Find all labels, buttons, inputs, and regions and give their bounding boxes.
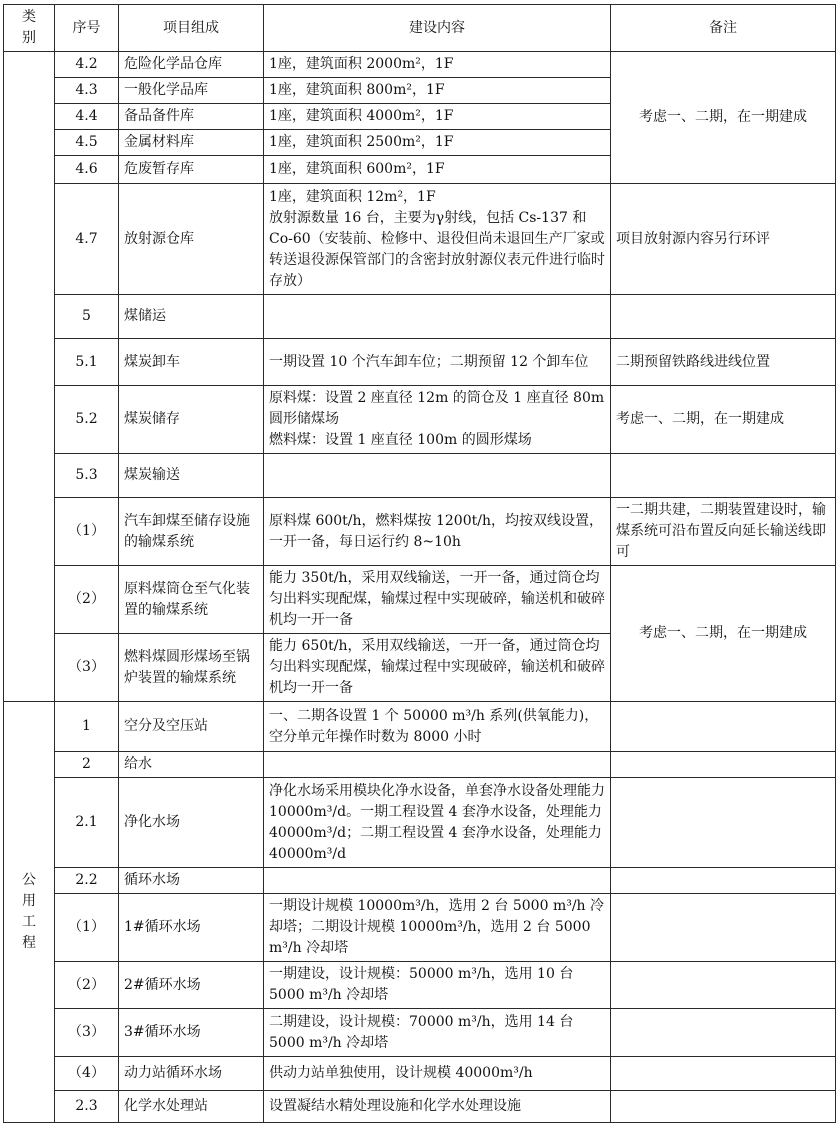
table-row bbox=[4, 498, 836, 566]
table-row bbox=[4, 868, 836, 894]
table-row bbox=[4, 184, 836, 295]
row-item: 净化水场 bbox=[119, 778, 264, 868]
row-seq: 4.3 bbox=[55, 78, 119, 104]
table-row bbox=[4, 52, 836, 78]
row-seq: 4.5 bbox=[55, 130, 119, 156]
row-seq: （3） bbox=[55, 634, 119, 702]
row-remark bbox=[611, 1091, 836, 1123]
table-row bbox=[4, 295, 836, 339]
row-item: 煤炭卸车 bbox=[119, 339, 264, 386]
row-remark: 考虑一、二期，在一期建成 bbox=[611, 386, 836, 454]
table-row bbox=[4, 1009, 836, 1057]
row-seq: （2） bbox=[55, 962, 119, 1009]
row-content: 原料煤：设置 2 座直径 12m 的筒仓及 1 座直径 80m 圆形储煤场 燃料煤：设置 1 座直径 100m 的圆形煤场 bbox=[264, 386, 611, 454]
row-content: 净化水场采用模块化净水设备，单套净水设备处理能力 10000m³/d。一期工程设置 4 套净水设备，处理能力 40000m³/d；二期工程设置 4 套净水设备，处理能力 40000m³/d bbox=[264, 778, 611, 868]
row-item: 危险化学品仓库 bbox=[119, 52, 264, 78]
table-row bbox=[4, 962, 836, 1009]
row-content: 设置凝结水精处理设施和化学水处理设施 bbox=[264, 1091, 611, 1123]
row-content: 一、二期各设置 1 个 50000 m³/h 系列(供氧能力)，空分单元年操作时数为 8000 小时 bbox=[264, 702, 611, 752]
row-seq: 5.2 bbox=[55, 386, 119, 454]
category-char: 用 bbox=[22, 893, 36, 909]
row-remark bbox=[611, 752, 836, 778]
table-row bbox=[4, 566, 836, 634]
header-content: 建设内容 bbox=[264, 5, 611, 52]
row-item: 燃料煤圆形煤场至锅炉装置的输煤系统 bbox=[119, 634, 264, 702]
row-content: 1座，建筑面积 2500m²，1F bbox=[264, 130, 611, 156]
row-remark: 二期预留铁路线进线位置 bbox=[611, 339, 836, 386]
row-remark bbox=[611, 295, 836, 339]
row-item: 煤炭储存 bbox=[119, 386, 264, 454]
row-content: 1座，建筑面积 600m²，1F bbox=[264, 156, 611, 184]
row-remark bbox=[611, 894, 836, 962]
merged-remark-warehouse: 考虑一、二期，在一期建成 bbox=[611, 52, 836, 184]
row-seq: 5.3 bbox=[55, 454, 119, 498]
row-item: 循环水场 bbox=[119, 868, 264, 894]
row-item: 空分及空压站 bbox=[119, 702, 264, 752]
row-item: 煤炭输送 bbox=[119, 454, 264, 498]
row-seq: 2.1 bbox=[55, 778, 119, 868]
row-seq: （4） bbox=[55, 1057, 119, 1091]
project-composition-table bbox=[3, 4, 836, 1123]
row-seq: 4.4 bbox=[55, 104, 119, 130]
row-content bbox=[264, 868, 611, 894]
row-remark bbox=[611, 454, 836, 498]
row-item: 危废暂存库 bbox=[119, 156, 264, 184]
row-remark bbox=[611, 1009, 836, 1057]
header-seq: 序号 bbox=[55, 5, 119, 52]
row-item: 放射源仓库 bbox=[119, 184, 264, 295]
table-row bbox=[4, 778, 836, 868]
header-remark: 备注 bbox=[611, 5, 836, 52]
row-item: 给水 bbox=[119, 752, 264, 778]
table-row bbox=[4, 1091, 836, 1123]
row-seq: （1） bbox=[55, 498, 119, 566]
table-row bbox=[4, 1057, 836, 1091]
row-content bbox=[264, 454, 611, 498]
header-category-line1: 类 bbox=[22, 9, 36, 25]
row-item: 1#循环水场 bbox=[119, 894, 264, 962]
row-seq: 5.1 bbox=[55, 339, 119, 386]
row-content: 1座，建筑面积 12m²，1F 放射源数量 16 台，主要为γ射线，包括 Cs-137 和 Co-60（安装前、检修中、退役但尚未退回生产厂家或转送退役源保管部门的含密封放射源仪表元件进行临时存放） bbox=[264, 184, 611, 295]
row-content: 能力 650t/h，采用双线输送，一开一备，通过筒仓均匀出料实现配煤，输煤过程中实现破碎，输送机和破碎机均一开一备 bbox=[264, 634, 611, 702]
table-row bbox=[4, 454, 836, 498]
row-item: 一般化学品库 bbox=[119, 78, 264, 104]
row-seq: 2 bbox=[55, 752, 119, 778]
row-item: 原料煤筒仓至气化装置的输煤系统 bbox=[119, 566, 264, 634]
row-content: 一期设置 10 个汽车卸车位；二期预留 12 个卸车位 bbox=[264, 339, 611, 386]
row-seq: 1 bbox=[55, 702, 119, 752]
table-row bbox=[4, 752, 836, 778]
row-seq: 4.7 bbox=[55, 184, 119, 295]
table-row bbox=[4, 702, 836, 752]
row-content bbox=[264, 295, 611, 339]
row-content: 一期建设，设计规模：50000 m³/h，选用 10 台 5000 m³/h 冷却塔 bbox=[264, 962, 611, 1009]
row-seq: （3） bbox=[55, 1009, 119, 1057]
row-item: 2#循环水场 bbox=[119, 962, 264, 1009]
row-item: 化学水处理站 bbox=[119, 1091, 264, 1123]
row-content: 1座，建筑面积 2000m²，1F bbox=[264, 52, 611, 78]
header-category bbox=[4, 5, 55, 52]
row-seq: 2.3 bbox=[55, 1091, 119, 1123]
row-seq: （1） bbox=[55, 894, 119, 962]
row-content: 一期设计规模 10000m³/h，选用 2 台 5000 m³/h 冷却塔；二期设计规模 10000m³/h，选用 2 台 5000 m³/h 冷却塔 bbox=[264, 894, 611, 962]
row-content: 1座，建筑面积 4000m²，1F bbox=[264, 104, 611, 130]
row-seq: 4.6 bbox=[55, 156, 119, 184]
row-content: 供动力站单独使用，设计规模 40000m³/h bbox=[264, 1057, 611, 1091]
row-remark: 一二期共建，二期装置建设时，输煤系统可沿布置反向延长输送线即可 bbox=[611, 498, 836, 566]
table-row bbox=[4, 894, 836, 962]
category-char: 程 bbox=[22, 935, 36, 951]
category-storage-cell bbox=[4, 52, 55, 702]
row-item: 3#循环水场 bbox=[119, 1009, 264, 1057]
row-item: 动力站循环水场 bbox=[119, 1057, 264, 1091]
table-row bbox=[4, 386, 836, 454]
row-content: 原料煤 600t/h，燃料煤按 1200t/h，均按双线设置，一开一备，每日运行约 8~10h bbox=[264, 498, 611, 566]
category-char: 公 bbox=[22, 872, 36, 888]
header-row bbox=[4, 5, 836, 52]
row-remark bbox=[611, 778, 836, 868]
header-item: 项目组成 bbox=[119, 5, 264, 52]
row-remark bbox=[611, 1057, 836, 1091]
header-category-line2: 别 bbox=[22, 30, 36, 46]
row-content: 1座，建筑面积 800m²，1F bbox=[264, 78, 611, 104]
row-remark bbox=[611, 702, 836, 752]
category-char: 工 bbox=[22, 914, 36, 930]
row-content bbox=[264, 752, 611, 778]
row-item: 汽车卸煤至储存设施的输煤系统 bbox=[119, 498, 264, 566]
category-public-works bbox=[4, 702, 55, 1123]
row-item: 金属材料库 bbox=[119, 130, 264, 156]
row-seq: 2.2 bbox=[55, 868, 119, 894]
row-content: 二期建设，设计规模：70000 m³/h，选用 14 台 5000 m³/h 冷却塔 bbox=[264, 1009, 611, 1057]
table-row bbox=[4, 339, 836, 386]
merged-remark-coal-transport: 考虑一、二期，在一期建成 bbox=[611, 566, 836, 702]
row-remark bbox=[611, 962, 836, 1009]
row-seq: 5 bbox=[55, 295, 119, 339]
row-seq: 4.2 bbox=[55, 52, 119, 78]
row-seq: （2） bbox=[55, 566, 119, 634]
row-item: 煤储运 bbox=[119, 295, 264, 339]
row-remark: 项目放射源内容另行环评 bbox=[611, 184, 836, 295]
row-item: 备品备件库 bbox=[119, 104, 264, 130]
row-content: 能力 350t/h，采用双线输送，一开一备，通过筒仓均匀出料实现配煤，输煤过程中实现破碎，输送机和破碎机均一开一备 bbox=[264, 566, 611, 634]
row-remark bbox=[611, 868, 836, 894]
